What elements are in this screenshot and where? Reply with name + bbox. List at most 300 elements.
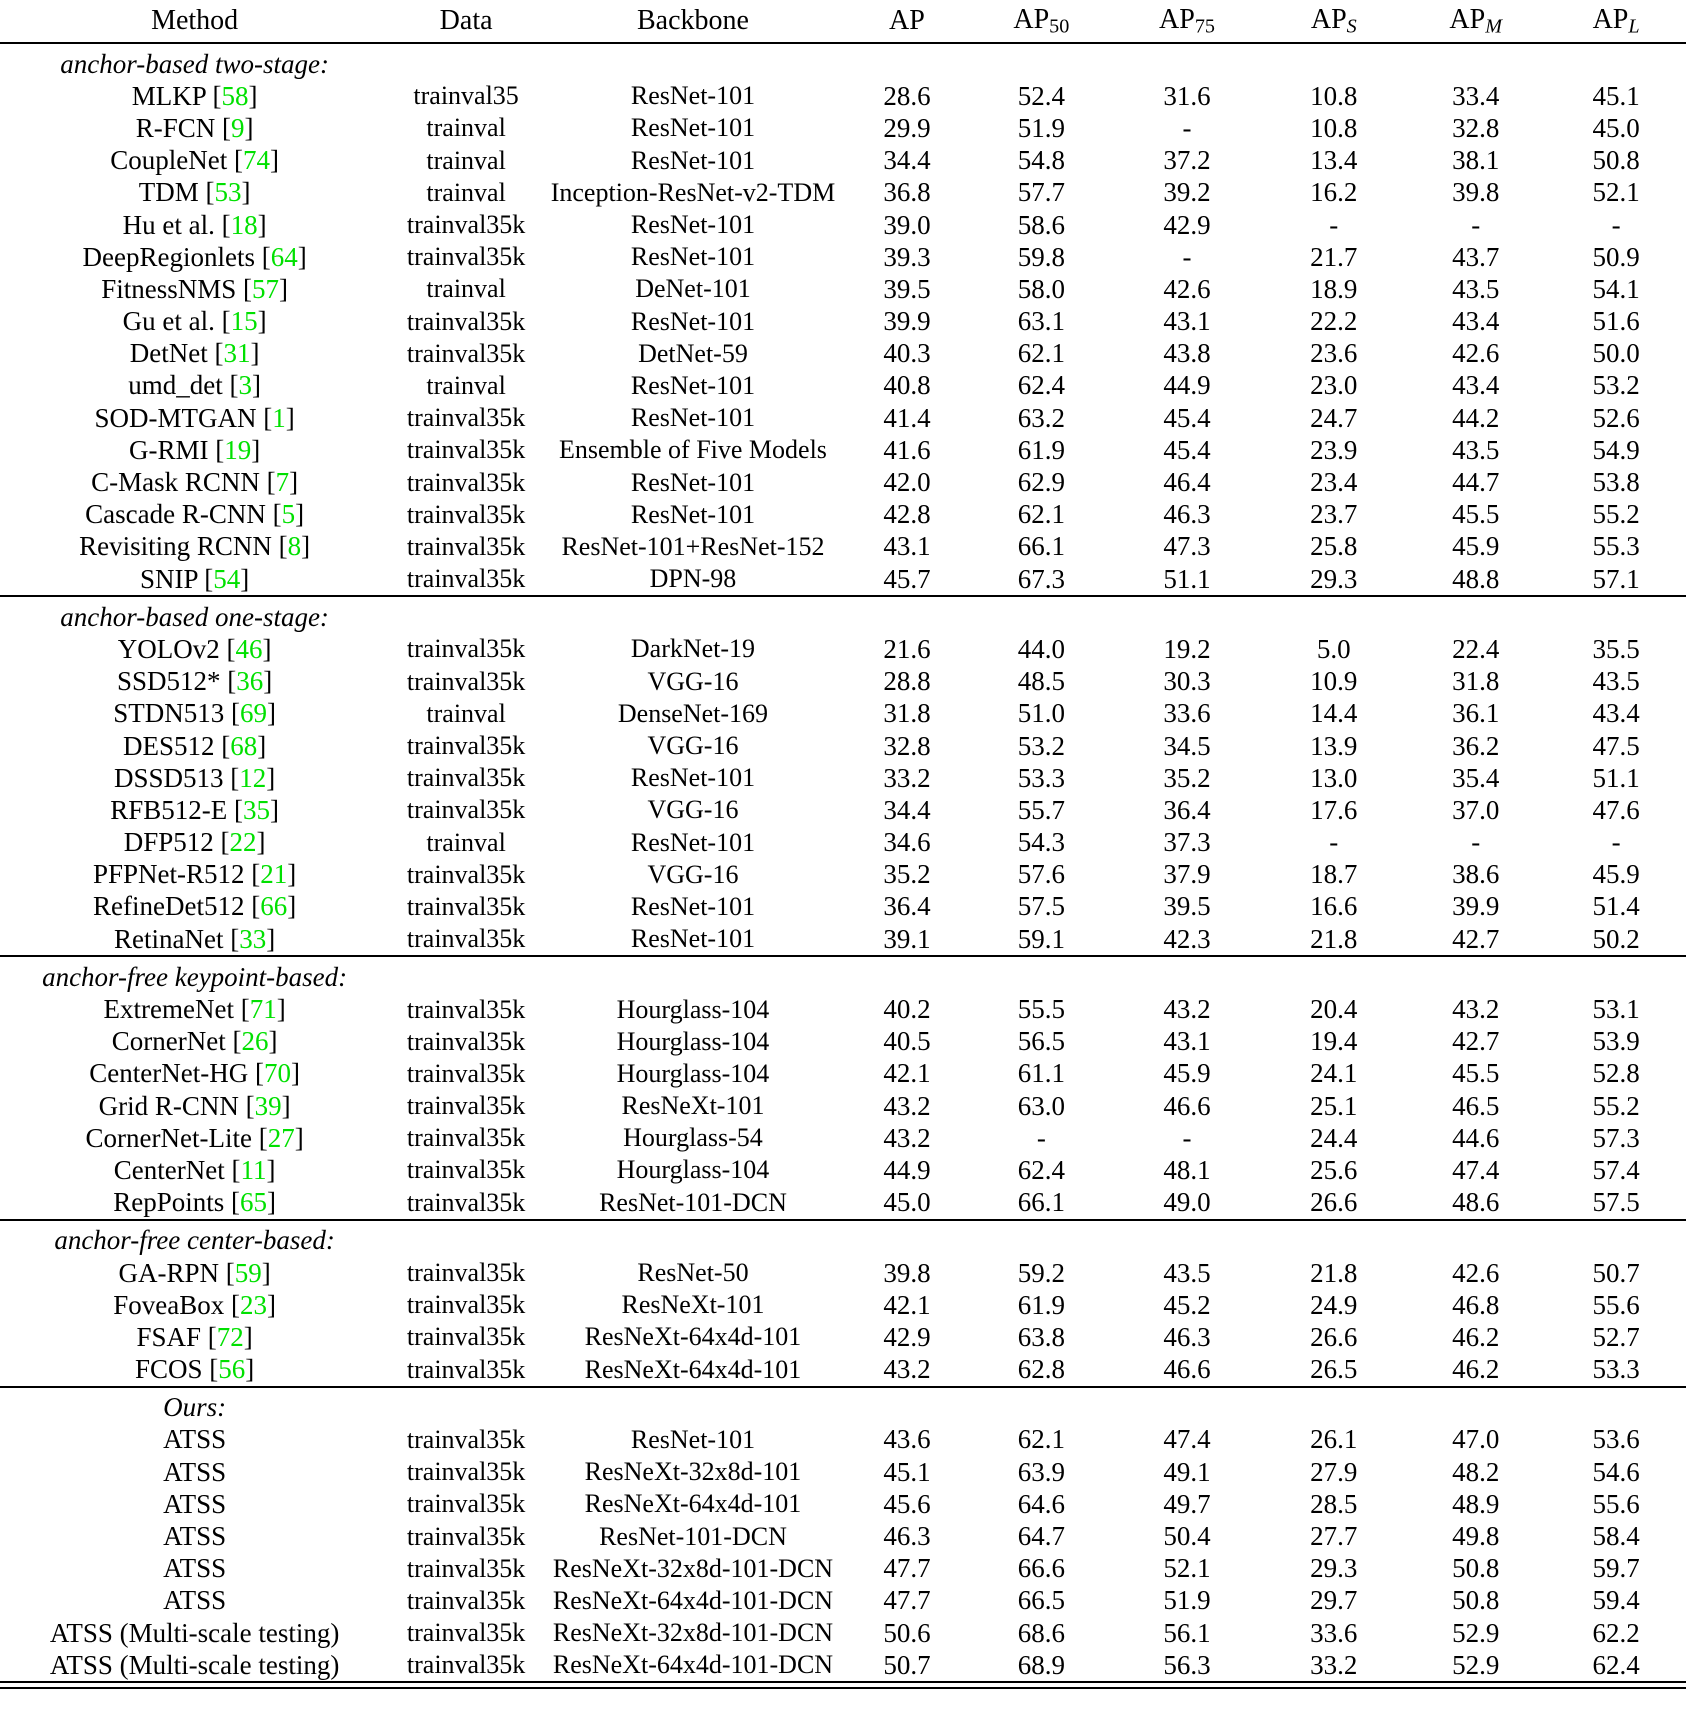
cell-method: DFP512 [22] [123, 827, 266, 858]
citation-reference[interactable]: 57 [252, 273, 280, 304]
cell-apm: 50.8 [1452, 1585, 1500, 1616]
cell-ap: 42.8 [883, 499, 931, 530]
cell-aps: 21.8 [1310, 923, 1358, 954]
cell-method: DES512 [68] [122, 730, 267, 761]
cell-data: trainval35k [406, 210, 526, 240]
empty-cell [1262, 961, 1405, 993]
cell-aps: 27.7 [1310, 1521, 1358, 1552]
cell-apm: 43.4 [1452, 306, 1500, 337]
table-row [0, 1289, 1686, 1321]
cell-apm: 38.1 [1452, 145, 1500, 176]
cell-method: TDM [53] [138, 177, 251, 208]
citation-reference[interactable]: 68 [230, 730, 258, 761]
cell-data: trainval35k [406, 795, 526, 825]
cell-aps: 29.3 [1310, 1553, 1358, 1584]
cell-ap: 43.2 [883, 1122, 931, 1153]
cell-ap50: 63.0 [1017, 1090, 1065, 1121]
cell-backbone: Ensemble of Five Models [559, 435, 827, 465]
cell-apl: 53.9 [1592, 1026, 1640, 1057]
rule-spacer [0, 1683, 1686, 1687]
citation-reference[interactable]: 1 [272, 402, 286, 433]
cell-ap75: 51.9 [1163, 1585, 1211, 1616]
cell-aps: 10.8 [1310, 80, 1358, 111]
cell-backbone: Hourglass-104 [616, 1155, 770, 1185]
cell-ap75: 46.4 [1163, 467, 1211, 498]
citation-reference[interactable]: 11 [240, 1154, 267, 1185]
cell-method: FCOS [56] [134, 1354, 255, 1385]
cell-ap50: 48.5 [1017, 666, 1065, 697]
cell-ap50: 68.9 [1017, 1649, 1065, 1680]
cell-data: trainval35k [406, 467, 526, 497]
table-row [0, 338, 1686, 370]
cell-ap75: 45.9 [1163, 1058, 1211, 1089]
cell-apm: 44.2 [1452, 402, 1500, 433]
cell-ap75: 30.3 [1163, 666, 1211, 697]
table-row [0, 402, 1686, 434]
citation-reference[interactable]: 54 [213, 563, 241, 594]
table-row [0, 794, 1686, 826]
cell-ap50: 51.0 [1017, 698, 1065, 729]
cell-data: trainval35k [406, 499, 526, 529]
cell-apl: 45.1 [1592, 80, 1640, 111]
citation-reference[interactable]: 72 [216, 1321, 244, 1352]
cell-ap: 28.6 [883, 80, 931, 111]
empty-cell [1546, 601, 1686, 633]
cell-apl: 57.4 [1592, 1154, 1640, 1185]
cell-ap75: 37.2 [1163, 145, 1211, 176]
cell-backbone: ResNet-101 [630, 1424, 756, 1454]
empty-cell [389, 961, 543, 993]
cell-apm: 44.6 [1452, 1122, 1500, 1153]
cell-ap: 39.5 [883, 273, 931, 304]
cell-backbone: VGG-16 [647, 859, 739, 889]
cell-method: DetNet [31] [129, 338, 260, 369]
section-label: anchor-based two-stage: [60, 48, 329, 79]
citation-reference[interactable]: 31 [223, 338, 251, 369]
empty-cell [1546, 961, 1686, 993]
citation-reference[interactable]: 39 [254, 1090, 282, 1121]
empty-cell [1262, 1392, 1405, 1424]
cell-apl: 52.1 [1592, 177, 1640, 208]
column-header-ap75: $AP_{75}$ [1112, 0, 1263, 43]
table-row [0, 306, 1686, 338]
cell-backbone: ResNeXt-64x4d-101-DCN [552, 1650, 834, 1680]
empty-cell [971, 48, 1112, 80]
cell-apm: 22.4 [1452, 633, 1500, 664]
cell-apl: 57.5 [1592, 1187, 1640, 1218]
cell-ap: 44.9 [883, 1154, 931, 1185]
empty-cell [1112, 1225, 1263, 1257]
empty-cell [543, 1225, 843, 1257]
empty-cell [843, 48, 971, 80]
cell-method: ATSS [163, 1488, 227, 1519]
cell-ap50: 67.3 [1017, 563, 1065, 594]
cell-aps: 14.4 [1310, 698, 1358, 729]
cell-aps: 26.6 [1310, 1187, 1358, 1218]
cell-apm: 31.8 [1452, 666, 1500, 697]
cell-ap50: 62.4 [1017, 370, 1065, 401]
citation-reference[interactable]: 36 [236, 666, 264, 697]
cell-apm: 39.9 [1452, 891, 1500, 922]
cell-data: trainval35k [406, 338, 526, 368]
cell-aps: 33.6 [1310, 1617, 1358, 1648]
cell-backbone: Hourglass-104 [616, 994, 770, 1024]
cell-data: trainval35k [406, 1187, 526, 1217]
cell-ap50: 63.9 [1017, 1456, 1065, 1487]
cell-method: Revisiting RCNN [8] [79, 531, 311, 562]
cell-ap: 39.9 [883, 306, 931, 337]
cell-method: DSSD513 [12] [113, 762, 276, 793]
cell-ap75: 49.7 [1163, 1488, 1211, 1519]
table-row [0, 666, 1686, 698]
empty-cell [389, 1225, 543, 1257]
table-row [0, 1090, 1686, 1122]
citation-reference[interactable]: 12 [239, 762, 267, 793]
citation-reference[interactable]: 58 [221, 80, 249, 111]
empty-cell [1262, 48, 1405, 80]
citation-reference[interactable]: 66 [260, 891, 288, 922]
cell-apl: 53.6 [1592, 1424, 1640, 1455]
cell-ap: 43.2 [883, 1354, 931, 1385]
cell-apm: 38.6 [1452, 859, 1500, 890]
section-label: Ours: [163, 1392, 227, 1423]
table-row [0, 1187, 1686, 1220]
cell-aps: 24.9 [1310, 1289, 1358, 1320]
cell-apm: 46.2 [1452, 1354, 1500, 1385]
cell-apl: 50.2 [1592, 923, 1640, 954]
cell-ap50: 63.8 [1017, 1321, 1065, 1352]
empty-cell [1405, 1392, 1546, 1424]
cell-method: CornerNet-Lite [27] [85, 1122, 304, 1153]
cell-apl: - [1611, 209, 1621, 240]
cell-backbone: Hourglass-104 [616, 1058, 770, 1088]
citation-reference[interactable]: 8 [287, 531, 302, 562]
cell-data: trainval35k [406, 731, 526, 761]
cell-ap50: 66.1 [1017, 1187, 1065, 1218]
empty-cell [1112, 601, 1263, 633]
cell-method: Hu et al. [18] [122, 209, 267, 240]
cell-ap: 47.7 [883, 1585, 931, 1616]
cell-ap75: 49.1 [1163, 1456, 1211, 1487]
table-header-row [0, 0, 1686, 43]
cell-ap75: 39.2 [1163, 177, 1211, 208]
cell-backbone: VGG-16 [647, 666, 739, 696]
table-bottom-rule [0, 1682, 1686, 1688]
cell-apm: 42.7 [1452, 1026, 1500, 1057]
cell-apl: 52.6 [1592, 402, 1640, 433]
cell-ap75: 46.3 [1163, 1321, 1211, 1352]
cell-ap75: 46.6 [1163, 1090, 1211, 1121]
cell-ap50: - [1036, 1122, 1046, 1153]
citation-reference[interactable]: 27 [267, 1122, 295, 1153]
cell-data: trainval35k [406, 403, 526, 433]
cell-ap: 40.2 [883, 994, 931, 1025]
cell-aps: 16.2 [1310, 177, 1358, 208]
cell-apm: 32.8 [1452, 112, 1500, 143]
cell-ap50: 57.5 [1017, 891, 1065, 922]
cell-data: trainval35k [406, 1322, 526, 1352]
cell-aps: 25.1 [1310, 1090, 1358, 1121]
cell-aps: 23.0 [1310, 370, 1358, 401]
cell-data: trainval35k [406, 435, 526, 465]
citation-reference[interactable]: 23 [239, 1289, 267, 1320]
cell-data: trainval35k [406, 1521, 526, 1551]
cell-method: SSD512* [36] [116, 666, 273, 697]
cell-ap75: 45.4 [1163, 402, 1211, 433]
cell-backbone: DarkNet-19 [630, 634, 756, 664]
cell-method: CenterNet [11] [113, 1154, 276, 1185]
cell-apm: 49.8 [1452, 1521, 1500, 1552]
cell-data: trainval35k [406, 891, 526, 921]
cell-data: trainval [426, 827, 506, 857]
cell-method: ExtremeNet [71] [103, 994, 286, 1025]
cell-backbone: ResNeXt-32x8d-101-DCN [552, 1618, 834, 1648]
table-row [0, 434, 1686, 466]
cell-apl: 52.8 [1592, 1058, 1640, 1089]
cell-method: CornerNet [26] [111, 1026, 278, 1057]
cell-data: trainval35k [406, 306, 526, 336]
cell-aps: 26.1 [1310, 1424, 1358, 1455]
cell-backbone: ResNeXt-101 [621, 1290, 765, 1320]
cell-ap75: 45.4 [1163, 434, 1211, 465]
cell-apl: 51.6 [1592, 306, 1640, 337]
citation-reference[interactable]: 46 [235, 633, 263, 664]
section-header-row [0, 48, 1686, 80]
table-row [0, 1585, 1686, 1617]
citation-reference[interactable]: 5 [281, 499, 296, 530]
cell-method: RefineDet512 [66] [93, 891, 297, 922]
cell-aps: 25.6 [1310, 1154, 1358, 1185]
empty-cell [1405, 961, 1546, 993]
cell-apm: 48.2 [1452, 1456, 1500, 1487]
cell-ap50: 59.1 [1017, 923, 1065, 954]
cell-apl: 53.1 [1592, 994, 1640, 1025]
cell-method: Gu et al. [15] [122, 306, 267, 337]
citation-reference[interactable]: 19 [224, 434, 252, 465]
citation-reference[interactable]: 7 [275, 467, 290, 498]
cell-method: C-Mask RCNN [7] [91, 467, 299, 498]
cell-apl: 58.4 [1592, 1521, 1640, 1552]
cell-apl: 53.3 [1592, 1354, 1640, 1385]
cell-ap: 39.0 [883, 209, 931, 240]
cell-aps: 23.4 [1310, 467, 1358, 498]
cell-apl: 57.3 [1592, 1122, 1640, 1153]
table-row [0, 633, 1686, 665]
cell-apm: 45.5 [1452, 499, 1500, 530]
cell-apl: 51.4 [1592, 891, 1640, 922]
cell-data: trainval35k [406, 1026, 526, 1056]
cell-ap75: 43.5 [1163, 1257, 1211, 1288]
cell-ap: 39.8 [883, 1257, 931, 1288]
cell-ap50: 63.1 [1017, 306, 1065, 337]
cell-apl: 55.2 [1592, 1090, 1640, 1121]
table-row [0, 563, 1686, 596]
cell-ap: 32.8 [883, 730, 931, 761]
cell-apm: 43.5 [1452, 434, 1500, 465]
cell-apl: 52.7 [1592, 1321, 1640, 1352]
cell-backbone: ResNeXt-64x4d-101-DCN [552, 1585, 834, 1615]
cell-apl: 59.4 [1592, 1585, 1640, 1616]
cell-backbone: ResNet-101+ResNet-152 [561, 531, 825, 561]
cell-method: RFB512-E [35] [110, 794, 279, 825]
citation-reference[interactable]: 69 [240, 698, 267, 729]
cell-data: trainval [426, 177, 506, 207]
cell-ap: 36.4 [883, 891, 931, 922]
empty-cell [1262, 1225, 1405, 1257]
cell-ap: 45.6 [883, 1488, 931, 1519]
cell-backbone: ResNet-101 [630, 81, 756, 111]
cell-backbone: ResNet-101 [630, 113, 756, 143]
cell-apl: 47.5 [1592, 730, 1640, 761]
cell-method: Grid R-CNN [39] [98, 1090, 291, 1121]
cell-aps: 24.4 [1310, 1122, 1358, 1153]
cell-ap: 42.9 [883, 1321, 931, 1352]
cell-aps: - [1329, 827, 1339, 858]
table-row [0, 1424, 1686, 1456]
cell-backbone: ResNet-101 [630, 306, 756, 336]
table-row [0, 1617, 1686, 1649]
cell-ap50: 54.8 [1017, 145, 1065, 176]
cell-data: trainval35k [406, 1650, 526, 1680]
cell-apm: 35.4 [1452, 762, 1500, 793]
cell-backbone: ResNet-101 [630, 242, 756, 272]
cell-ap75: 36.4 [1163, 794, 1211, 825]
empty-cell [971, 601, 1112, 633]
cell-ap: 42.1 [883, 1289, 931, 1320]
citation-reference[interactable]: 26 [241, 1026, 269, 1057]
cell-backbone: ResNet-101 [630, 467, 756, 497]
cell-ap50: 64.6 [1017, 1488, 1065, 1519]
citation-reference[interactable]: 70 [263, 1058, 291, 1089]
empty-cell [971, 1392, 1112, 1424]
citation-reference[interactable]: 65 [240, 1187, 267, 1218]
cell-data: trainval [426, 274, 506, 304]
cell-apm: 33.4 [1452, 80, 1500, 111]
section-header-row [0, 1392, 1686, 1424]
cell-apl: 62.4 [1592, 1649, 1640, 1680]
cell-ap: 40.3 [883, 338, 931, 369]
cell-apl: 55.3 [1592, 531, 1640, 562]
cell-data: trainval35k [406, 1457, 526, 1487]
cell-apl: 51.1 [1592, 762, 1640, 793]
cell-ap: 43.1 [883, 531, 931, 562]
cell-apl: 50.0 [1592, 338, 1640, 369]
cell-ap50: 57.7 [1017, 177, 1065, 208]
cell-ap50: 68.6 [1017, 1617, 1065, 1648]
empty-cell [843, 601, 971, 633]
citation-reference[interactable]: 71 [249, 994, 277, 1025]
citation-reference[interactable]: 9 [231, 112, 245, 143]
citation-reference[interactable]: 21 [260, 859, 288, 890]
cell-data: trainval [426, 698, 506, 728]
section-header-row [0, 961, 1686, 993]
cell-backbone: ResNeXt-64x4d-101 [584, 1489, 802, 1519]
citation-reference[interactable]: 18 [230, 209, 258, 240]
cell-ap: 42.1 [883, 1058, 931, 1089]
cell-data: trainval35k [406, 564, 526, 594]
citation-reference[interactable]: 56 [218, 1354, 246, 1385]
empty-cell [1546, 1225, 1686, 1257]
cell-apm: 46.8 [1452, 1289, 1500, 1320]
cell-aps: 23.7 [1310, 499, 1358, 530]
table-row [0, 730, 1686, 762]
column-header-subscript: 50 [1049, 15, 1070, 38]
cell-apm: 45.5 [1452, 1058, 1500, 1089]
cell-method: STDN513 [69] [113, 698, 276, 729]
cell-ap75: 39.5 [1163, 891, 1211, 922]
table-row [0, 923, 1686, 956]
cell-ap: 28.8 [883, 666, 931, 697]
citation-reference[interactable]: 22 [229, 827, 257, 858]
cell-backbone: ResNet-101 [630, 210, 756, 240]
cell-apl: 50.7 [1592, 1257, 1640, 1288]
citation-reference[interactable]: 74 [242, 145, 270, 176]
citation-reference[interactable]: 35 [243, 794, 270, 825]
cell-apl: 35.5 [1592, 633, 1640, 664]
empty-cell [1112, 1392, 1263, 1424]
cell-ap50: 51.9 [1017, 112, 1065, 143]
cell-aps: 28.5 [1310, 1488, 1358, 1519]
empty-cell [843, 1225, 971, 1257]
citation-reference[interactable]: 64 [270, 241, 298, 272]
cell-ap: 36.8 [883, 177, 931, 208]
cell-ap75: 42.6 [1163, 273, 1211, 304]
cell-aps: 13.4 [1310, 145, 1358, 176]
table-row [0, 177, 1686, 209]
cell-ap75: 42.3 [1163, 923, 1211, 954]
cell-ap75: 34.5 [1163, 730, 1211, 761]
cell-apm: 43.5 [1452, 273, 1500, 304]
section-header-row [0, 1225, 1686, 1257]
table-row [0, 1520, 1686, 1552]
citation-reference[interactable]: 53 [214, 177, 242, 208]
cell-aps: 13.9 [1310, 730, 1358, 761]
table-row [0, 209, 1686, 241]
cell-backbone: ResNet-101-DCN [599, 1521, 787, 1551]
table-row [0, 993, 1686, 1025]
section-label: anchor-based one-stage: [60, 601, 329, 632]
empty-cell [1112, 961, 1263, 993]
cell-apm: 50.8 [1452, 1553, 1500, 1584]
citation-reference[interactable]: 3 [238, 370, 252, 401]
cell-ap50: 55.7 [1017, 794, 1065, 825]
citation-reference[interactable]: 33 [239, 923, 267, 954]
citation-reference[interactable]: 15 [230, 306, 258, 337]
cell-data: trainval35k [406, 1489, 526, 1519]
column-header-aps: $AP_S$ [1262, 0, 1405, 43]
cell-ap50: 44.0 [1017, 633, 1065, 664]
empty-cell [1405, 601, 1546, 633]
cell-data: trainval35k [406, 1258, 526, 1288]
cell-apl: 43.5 [1592, 666, 1640, 697]
empty-cell [1546, 1392, 1686, 1424]
cell-apm: 52.9 [1452, 1617, 1500, 1648]
cell-data: trainval35k [406, 994, 526, 1024]
cell-ap: 35.2 [883, 859, 931, 890]
citation-reference[interactable]: 59 [234, 1257, 262, 1288]
cell-apm: 42.6 [1452, 338, 1500, 369]
cell-ap: 43.6 [883, 1424, 931, 1455]
cell-method: R-FCN [9] [135, 112, 254, 143]
table-row [0, 145, 1686, 177]
cell-ap75: 56.3 [1163, 1649, 1211, 1680]
table-row [0, 698, 1686, 730]
table-row [0, 1058, 1686, 1090]
cell-ap50: 64.7 [1017, 1521, 1065, 1552]
cell-ap50: 56.5 [1017, 1026, 1065, 1057]
cell-ap50: 61.9 [1017, 434, 1065, 465]
table-row [0, 466, 1686, 498]
